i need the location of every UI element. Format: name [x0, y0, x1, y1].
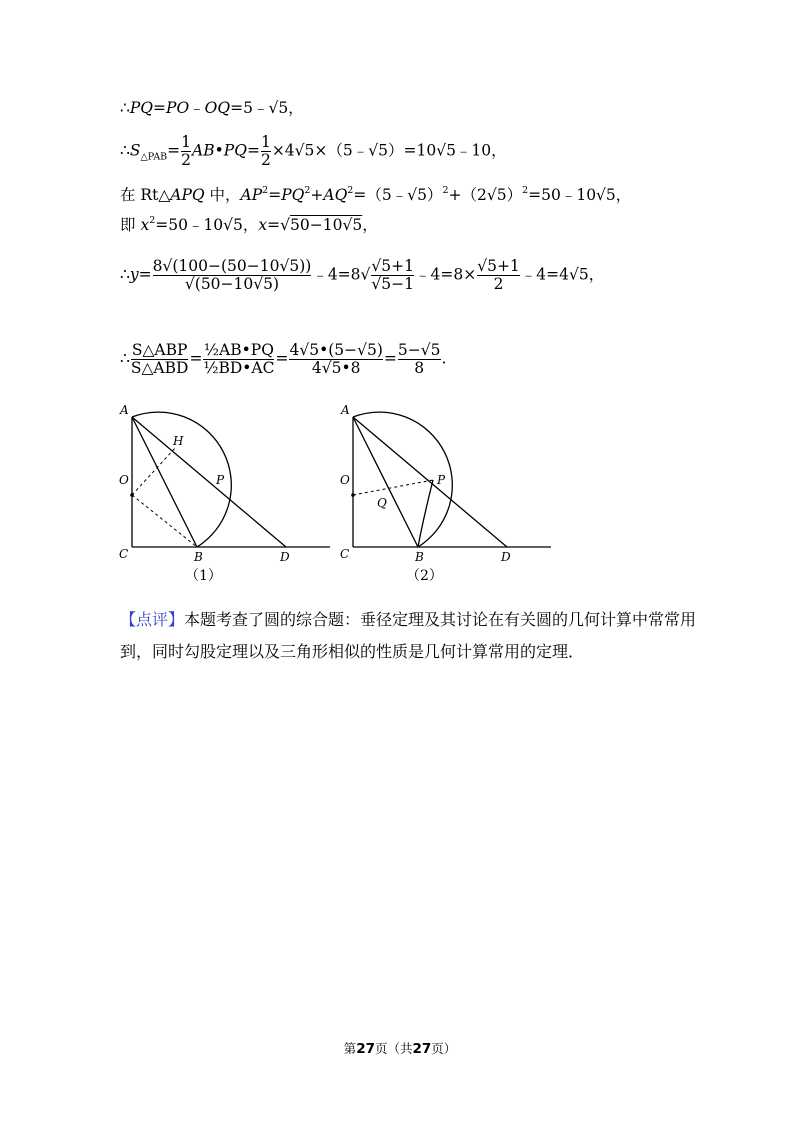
fig2-label-Q: Q	[377, 496, 387, 510]
figure-1-caption: （1）	[185, 568, 222, 584]
geometry-figure-2	[331, 400, 561, 575]
fig1-label-O: O	[119, 473, 129, 487]
equation-line-3: 在 Rt△APQ 中，$AP^2=PQ^2+AQ^2=(5﹣√5)^2+(2√5)^2=50﹣10√5$，	[120, 185, 632, 204]
equation-line-1: ∴PQ=PO﹣OQ=5﹣√5，	[120, 99, 304, 117]
fig1-label-D: D	[280, 550, 290, 564]
equation-line-5: ∴y= $\frac{8√(100-(50-10√5))}{√(50-10√5)}$ ﹣4=8√ $\frac{√5+1}{√5-1}$ ﹣4=8× $\frac{√5+1}{2}$ ﹣4=4√5，	[120, 257, 605, 293]
equation-line-6: ∴ $\frac{\text{S△ABP}}{\text{S△ABD}}$ = $\frac{\text{½AB•PQ}}{\text{½BD•AC}}$ = $\frac{4√5•(5-√5)}{4√5•8}$ = $\frac{5-√5}{8}$ .	[120, 341, 447, 377]
fig2-label-O: O	[340, 473, 350, 487]
fig2-label-A: A	[341, 403, 350, 417]
page-total: 27	[412, 1041, 432, 1057]
page-number: 27	[356, 1041, 375, 1057]
comment-tag: 【点评】	[120, 610, 185, 629]
fig1-label-C: C	[119, 547, 129, 561]
comment-block	[120, 604, 700, 668]
equation-line-4: 即 $x^2=50﹣10√5$，x=√50−10√5，	[120, 215, 378, 234]
fig1-label-H: H	[173, 434, 184, 448]
geometry-figure-1	[110, 400, 340, 575]
page-footer: 第27页（共27页）	[343, 1041, 457, 1057]
fig2-label-B: B	[415, 550, 424, 564]
fig2-label-C: C	[340, 547, 350, 561]
fig2-label-D: D	[501, 550, 511, 564]
fig1-label-P: P	[216, 473, 225, 487]
figure-2-caption: （2）	[406, 568, 443, 584]
fig2-label-P: P	[437, 473, 446, 487]
equation-line-2: $\therefore S_{\triangle PAB}=$ $\frac{1}{2}$ AB•PQ= $\frac{1}{2}$ ×4√5×（5﹣√5）=10√5﹣10，	[120, 133, 507, 169]
fig1-label-B: B	[194, 550, 203, 564]
fig1-label-A: A	[120, 403, 129, 417]
comment-text: 本题考查了圆的综合题：垂径定理及其讨论在有关圆的几何计算中常常用到，同时勾股定理以及三角形相似的性质是几何计算常用的定理．	[120, 610, 697, 661]
